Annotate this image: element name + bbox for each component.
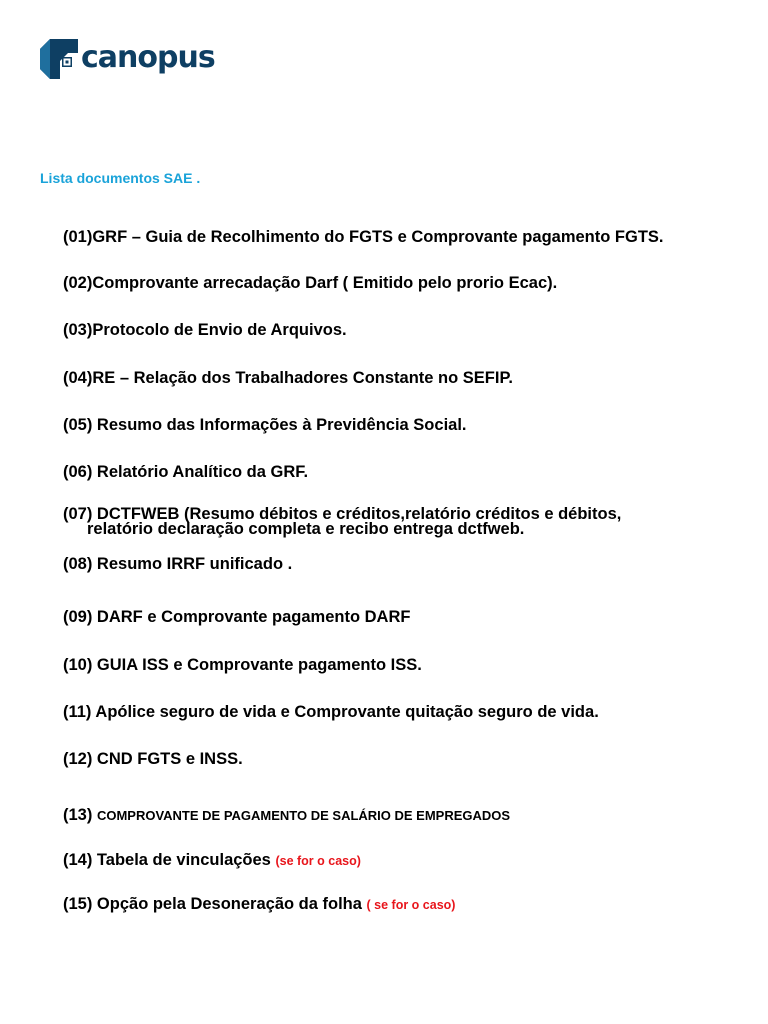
list-item-number: (13) [63, 806, 93, 824]
list-item [63, 368, 513, 388]
list-item-text: (01)GRF – Guia de Recolhimento do FGTS e Comprovante pagamento FGTS. [63, 228, 664, 246]
list-item-text: (12) CND FGTS e INSS. [63, 750, 243, 768]
list-item-text: (08) Resumo IRRF unificado . [63, 555, 293, 573]
list-item-text: (14) Tabela de vinculações [63, 851, 271, 869]
list-item [63, 273, 557, 293]
list-item [63, 702, 599, 722]
list-item [63, 227, 664, 247]
list-item [63, 507, 621, 537]
list-item-text: (04)RE – Relação dos Trabalhadores Constante no SEFIP. [63, 369, 513, 387]
list-item-note: (se for o caso) [275, 854, 361, 868]
canopus-logo-icon [40, 39, 78, 79]
list-item [63, 320, 347, 340]
list-item [63, 805, 510, 826]
list-item [63, 462, 308, 482]
list-item-text: (02)Comprovante arrecadação Darf ( Emitido pelo prorio Ecac). [63, 274, 558, 292]
list-item-text: (03)Protocolo de Envio de Arquivos. [63, 321, 347, 339]
list-item [63, 607, 410, 627]
list-title: Lista documentos SAE . [40, 170, 201, 186]
list-item [63, 415, 467, 435]
logo-text: canopus [81, 40, 215, 75]
list-item [63, 749, 243, 769]
list-item-text: (05) Resumo das Informações à Previdência Social. [63, 416, 467, 434]
list-item [63, 655, 422, 675]
list-item-text: (11) Apólice seguro de vida e Comprovante quitação seguro de vida. [63, 703, 599, 721]
list-item-text: (06) Relatório Analítico da GRF. [63, 463, 309, 481]
list-item-text: COMPROVANTE DE PAGAMENTO DE SALÁRIO DE EMPREGADOS [96, 808, 511, 823]
list-item-text: (15) Opção pela Desoneração da folha [63, 895, 362, 913]
list-item-note: ( se for o caso) [366, 898, 456, 912]
list-item [63, 850, 361, 871]
list-item-line1: (07) DCTFWEB (Resumo débitos e créditos,relatório créditos e débitos, [63, 505, 622, 523]
list-item-line2: relatório declaração completa e recibo entrega dctfweb. [87, 520, 525, 538]
list-item-text: (10) GUIA ISS e Comprovante pagamento ISS. [63, 656, 422, 674]
list-item-text: (09) DARF e Comprovante pagamento DARF [63, 608, 411, 626]
list-item [63, 894, 455, 915]
company-logo [40, 38, 215, 80]
list-item [63, 554, 292, 574]
